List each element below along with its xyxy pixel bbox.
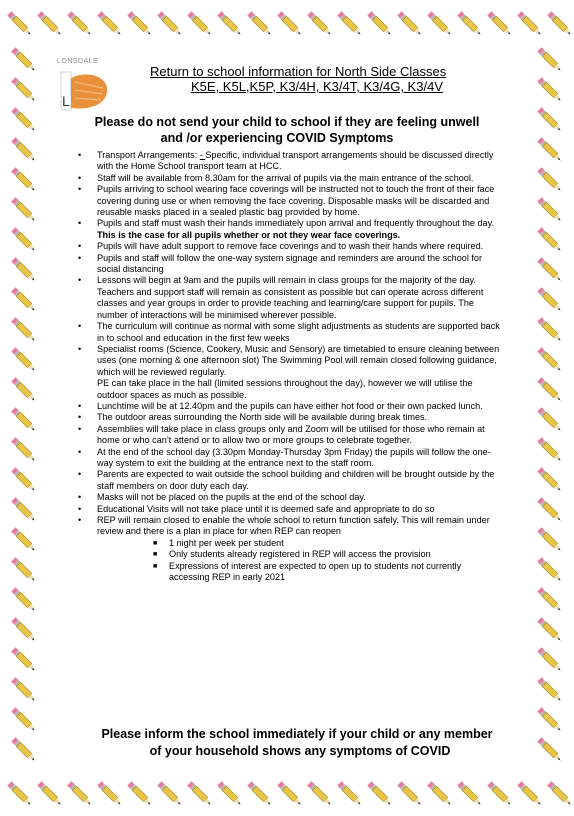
- pencil-icon: [11, 647, 36, 672]
- pencil-icon: [427, 11, 452, 36]
- pencil-icon: [11, 707, 36, 732]
- pencil-icon: [247, 11, 272, 36]
- pencil-icon: [367, 781, 392, 806]
- sub-list-item: ■ 1 night per week per student: [153, 537, 284, 548]
- pencil-icon: [11, 677, 36, 702]
- pencil-icon: [537, 167, 562, 192]
- pencil-icon: [537, 737, 562, 762]
- pencil-icon: [537, 77, 562, 102]
- pencil-icon: [67, 11, 92, 36]
- warning-line-1: Please do not send your child to school if they are feeling unwell: [94, 115, 480, 129]
- pencil-icon: [537, 467, 562, 492]
- pencil-icon: [11, 317, 36, 342]
- list-item: • Specialist rooms (Science, Cookery, Music and Sensory) are timetabled to ensure cleaning between uses (one morning & one afternoon slot) The Swimming Pool will remain closed following guidance, which will be reviewed regularly. PE can take place in the hall (limited sessions throughout the day), however we will utilise the outdoor spaces as much as possible.: [78, 343, 500, 400]
- logo-letter: L: [62, 93, 70, 109]
- title-line-2: K5E, K5L,K5P, K3/4H, K3/4T, K3/4G, K3/4V: [191, 79, 443, 94]
- list-item: • The outdoor areas surrounding the North side will be available during break times.: [78, 412, 428, 423]
- pencil-icon: [457, 781, 482, 806]
- pencil-icon: [337, 11, 362, 36]
- footer-line-2: of your household shows any symptoms of COVID: [149, 744, 451, 758]
- pencil-icon: [11, 107, 36, 132]
- sub-list-item: ■ Expressions of interest are expected to open up to students not currently accessing REP in early 2021: [153, 560, 462, 583]
- pencil-border-right: [530, 0, 570, 816]
- pencil-icon: [11, 467, 36, 492]
- list-item: • Lessons will begin at 9am and the pupils will remain in class groups for the majority of the day. Teachers and support staff will remain as consistent as possible but can operate across different classes and year groups in order to provide teaching and learning/care support for pupils. The number of interactions will be minimised wherever possible.: [78, 275, 484, 320]
- footer-notice: [92, 726, 502, 760]
- pencil-icon: [537, 197, 562, 222]
- pencil-icon: [397, 11, 422, 36]
- pencil-icon: [307, 781, 332, 806]
- pencil-icon: [277, 781, 302, 806]
- list-item: • The curriculum will continue as normal with some slight adjustments as students are supported back in to school and education in the first few weeks: [78, 321, 500, 343]
- list-item: • Pupils and staff will follow the one-way system signage and reminders are around the school for social distancing: [78, 252, 483, 275]
- pencil-icon: [537, 497, 562, 522]
- pencil-icon: [11, 197, 36, 222]
- pencil-icon: [157, 781, 182, 806]
- pencil-icon: [11, 587, 36, 612]
- page-title: [150, 64, 480, 94]
- footer-line-1: Please inform the school immediately if your child or any member: [101, 727, 493, 741]
- pencil-icon: [157, 11, 182, 36]
- pencil-icon: [397, 781, 422, 806]
- pencil-icon: [11, 257, 36, 282]
- pencil-icon: [537, 377, 562, 402]
- list-item: • At the end of the school day (3.30pm Monday-Thursday 3pm Friday) the pupils will follow the one-way system to exit the building at the entrance next to the staff room.: [78, 446, 491, 468]
- leaf-logo-icon: [57, 58, 117, 118]
- pencil-icon: [537, 677, 562, 702]
- pencil-border-top: [0, 4, 574, 44]
- list-item: • Masks will not be placed on the pupils at the end of the school day.: [78, 492, 366, 503]
- pencil-icon: [537, 107, 562, 132]
- pencil-icon: [187, 781, 212, 806]
- pencil-icon: [487, 11, 512, 36]
- pencil-border-bottom: [0, 774, 574, 814]
- pencil-icon: [11, 407, 36, 432]
- pencil-border-left: [4, 0, 44, 816]
- list-item: • Staff will be available from 8.30am for the arrival of pupils via the main entrance of the school.: [78, 172, 474, 183]
- pencil-icon: [537, 527, 562, 552]
- pencil-icon: [127, 11, 152, 36]
- pencil-icon: [537, 437, 562, 462]
- pencil-icon: [11, 527, 36, 552]
- pencil-icon: [537, 47, 562, 72]
- list-item: • Pupils arriving to school wearing face coverings will be instructed not to touch the front of their face covering during use or when removing the face covering. Disposable masks will be discarded and reusable masks placed in a sealed plastic bag provided by home.: [78, 184, 495, 218]
- pencil-icon: [97, 11, 122, 36]
- pencil-icon: [537, 287, 562, 312]
- pencil-icon: [537, 407, 562, 432]
- list-item: • Pupils and staff must wash their hands immediately upon arrival and frequently throughout the day. This is the case for all pupils whether or not they wear face coverings.: [78, 218, 494, 240]
- list-item: • Transport Arrangements: - Specific, individual transport arrangements should be discussed directly with the Home School transport team at HCC.: [78, 150, 494, 172]
- list-item: • Lunchtime will be at 12.40pm and the pupils can have either hot food or their own packed lunch.: [78, 400, 483, 411]
- pencil-icon: [217, 781, 242, 806]
- list-item: • Assemblies will take place in class groups only and Zoom will be utilised for those who remain at home or who can’t attend or to allow two or more groups to celebrate together.: [78, 423, 485, 446]
- pencil-icon: [11, 737, 36, 762]
- pencil-icon: [11, 287, 36, 312]
- list-item: • REP will remain closed to enable the whole school to return function safely. This will remain under review and there is a plan in place for when REP can reopen ■ 1 night per week per student ■ Only students already registered in REP will access the provision ■ Expressions of interest are expected to open up to students not currently accessing REP in early 2021: [78, 515, 504, 583]
- warning-heading: [82, 114, 492, 146]
- pencil-icon: [457, 11, 482, 36]
- pencil-icon: [537, 647, 562, 672]
- school-logo: [57, 58, 117, 118]
- pencil-icon: [11, 377, 36, 402]
- pencil-icon: [97, 781, 122, 806]
- pencil-icon: [187, 11, 212, 36]
- pencil-icon: [247, 781, 272, 806]
- pencil-icon: [11, 77, 36, 102]
- pencil-icon: [537, 557, 562, 582]
- rep-sublist: [97, 538, 504, 584]
- list-item: • Parents are expected to wait outside the school building and children will be brought outside by the staff members on door duty each day.: [78, 469, 495, 491]
- pencil-icon: [307, 11, 332, 36]
- pencil-icon: [11, 137, 36, 162]
- info-list: [78, 150, 504, 583]
- pencil-icon: [217, 11, 242, 36]
- pencil-icon: [11, 167, 36, 192]
- list-item: • Educational Visits will not take place until it is deemed safe and appropriate to do so: [78, 503, 435, 514]
- pencil-icon: [537, 137, 562, 162]
- pencil-icon: [537, 257, 562, 282]
- pencil-icon: [277, 11, 302, 36]
- logo-wordmark: LONSDALE: [57, 58, 99, 65]
- title-line-1: Return to school information for North Side Classes: [150, 64, 447, 79]
- list-item: • Pupils will have adult support to remove face coverings and to wash their hands where required.: [78, 241, 484, 252]
- pencil-icon: [427, 781, 452, 806]
- pencil-icon: [487, 781, 512, 806]
- pencil-icon: [537, 317, 562, 342]
- pencil-icon: [11, 497, 36, 522]
- pencil-icon: [537, 587, 562, 612]
- pencil-icon: [537, 347, 562, 372]
- pencil-icon: [67, 781, 92, 806]
- pencil-icon: [127, 781, 152, 806]
- pencil-icon: [537, 707, 562, 732]
- pencil-icon: [11, 227, 36, 252]
- pencil-icon: [367, 11, 392, 36]
- pencil-icon: [537, 227, 562, 252]
- pencil-icon: [337, 781, 362, 806]
- pencil-icon: [11, 617, 36, 642]
- pencil-icon: [11, 437, 36, 462]
- pencil-icon: [537, 617, 562, 642]
- pencil-icon: [11, 557, 36, 582]
- sub-list-item: ■ Only students already registered in REP will access the provision: [153, 549, 431, 560]
- pencil-icon: [11, 347, 36, 372]
- warning-line-2: and /or experiencing COVID Symptoms: [160, 131, 394, 145]
- pencil-icon: [11, 47, 36, 72]
